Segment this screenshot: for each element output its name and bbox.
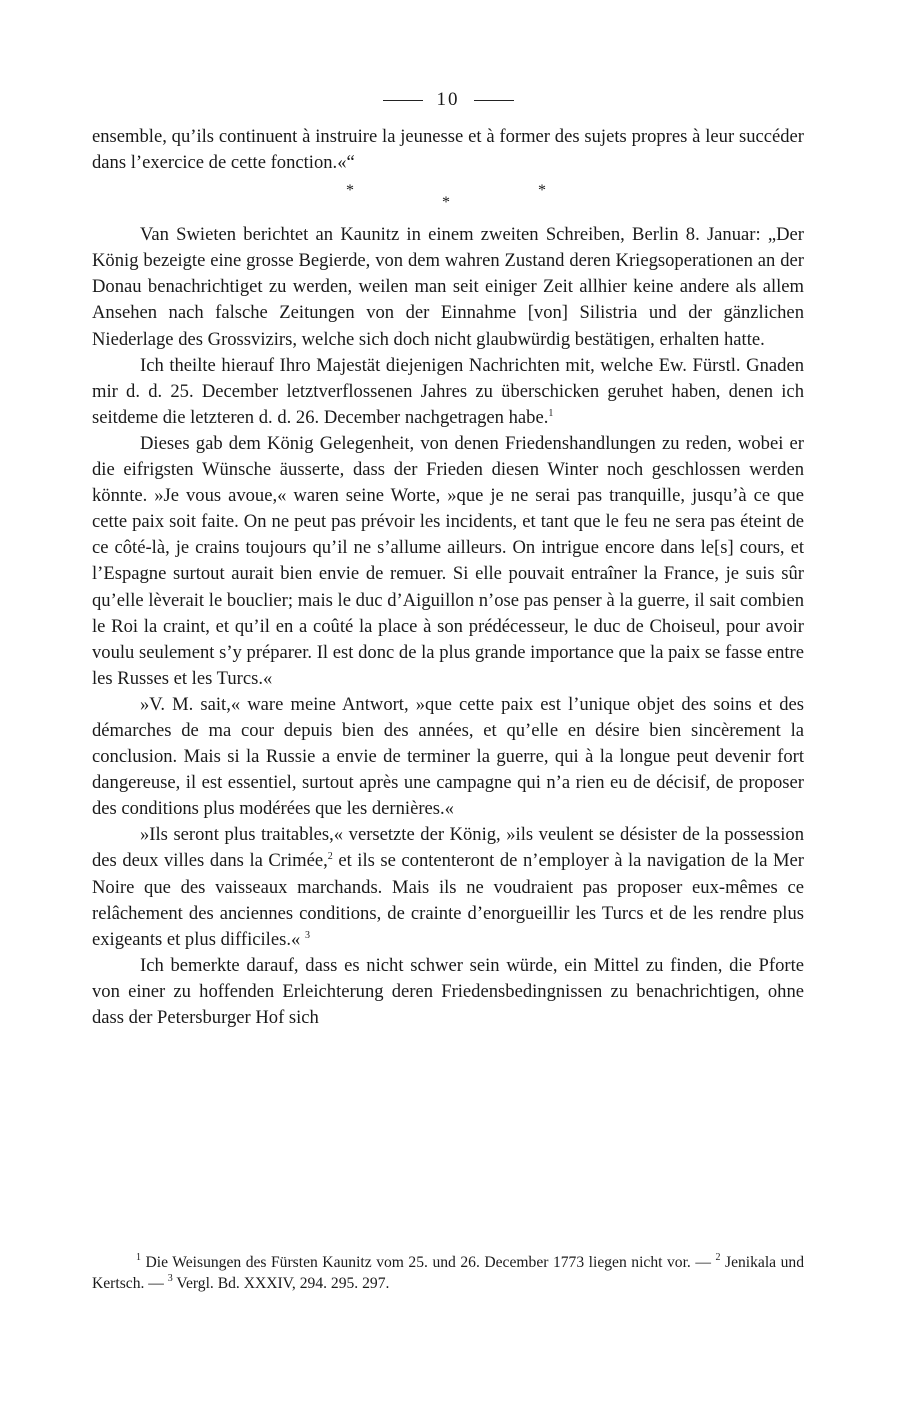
footnote-marker: 2 xyxy=(715,1252,721,1263)
paragraph-text: et ils se contenteront de n’employer à la navigation de la Mer Noire que des vaisseaux marchands. Mais ils ne voudraient pas proposer eux-mêmes ce relâchement des anciennes conditions, de crainte d’enorgueillir les Turcs et de les rendre plus exigeants et plus difficiles.« xyxy=(92,850,804,950)
paragraph-continuation: ensemble, qu’ils continuent à instruire la jeunesse et à former des sujets propres à leur succéder dans l’exercice de cette fonction.«“ xyxy=(92,126,804,174)
page-header xyxy=(92,88,804,112)
paragraph xyxy=(92,353,804,431)
footnote-text: Die Weisungen des Fürsten Kaunitz vom 25. und 26. December 1773 liegen nicht vor. — xyxy=(145,1254,711,1271)
section-separator xyxy=(92,176,804,222)
paragraph: Van Swieten berichtet an Kaunitz in einem zweiten Schreiben, Berlin 8. Januar: „Der König bezeigte eine grosse Begierde, von dem wahren Zustand deren Kriegsoperationen an der Donau benachrichtiget zu werden, weilen man seit einiger Zeit allhier keine andere als allem Ansehen nach falsche Zeitungen von der Einnahme [von] Silistria und der gänzlichen Niederlage des Grossvizirs, welche sich doch nicht glaubwürdig bestätigen, erhalten hatte. xyxy=(92,224,804,350)
footnotes xyxy=(92,1252,804,1294)
header-rule-left xyxy=(383,100,423,101)
footnote-text: Vergl. Bd. XXXIV, 294. 295. 297. xyxy=(176,1275,390,1292)
footnote-ref: 3 xyxy=(304,929,310,941)
footnote-ref: 1 xyxy=(548,407,554,419)
footnote-line xyxy=(92,1252,804,1294)
page-number: 10 xyxy=(436,89,460,110)
separator-star: * xyxy=(346,182,354,200)
paragraph: »V. M. sait,« ware meine Antwort, »que cette paix est l’unique objet des soins et des démarches de ma cour depuis bien des années, et qu’elle en désire bien sincèrement la conclusion. Mais si la Russie a envie de terminer la guerre, qui à la longue peut devenir fort dangereuse, il est essentiel, surtout après une campagne qui n’a rien eu de décisif, de proposer des conditions plus modérées que les dernières.« xyxy=(92,693,804,820)
footnote-marker: 3 xyxy=(167,1273,173,1284)
separator-star: * xyxy=(442,194,450,212)
footnote-text: Jenikala und Kertsch. — xyxy=(92,1254,805,1292)
separator-star: * xyxy=(538,182,546,200)
footnote-ref: 2 xyxy=(327,851,333,863)
paragraph: Ich bemerkte darauf, dass es nicht schwer sein würde, ein Mittel zu finden, die Pforte von einer zu hoffenden Erleichterung deren Friedensbedingnissen zu benachrichtigen, ohne dass der Petersburger Hof sich xyxy=(92,954,804,1028)
paragraph-text: Ich theilte hierauf Ihro Majestät diejenigen Nachrichten mit, welche Ew. Fürstl. Gnaden mir d. d. 25. December letztverflossenen Jahres zu überschicken geruhet haben, denen ich seitdeme die letzteren d. d. 26. December nachgetragen habe. xyxy=(92,354,804,428)
header-rule-right xyxy=(474,100,514,101)
paragraph xyxy=(92,822,804,952)
paragraph: Dieses gab dem König Gelegenheit, von denen Friedenshandlungen zu reden, wobei er die eifrigsten Wünsche äusserte, dass der Frieden diesen Winter noch geschlossen werden könnte. »Je vous avoue,« waren seine Worte, »que je ne serai pas tranquille, jusqu’à ce que cette paix soit faite. On ne peut pas prévoir les incidents, et tant que le feu ne sera pas éteint de ce côté-là, je crains toujours qu’il ne s’allume ailleurs. On intrigue encore dans le[s] cours, et l’Espagne surtout aurait bien envie de remuer. Si elle pouvait entraîner la France, je suis sûr qu’elle lèverait le bouclier; mais le duc d’Aiguillon n’ose pas penser à la guerre, il sait combien le Roi la craint, et qu’il en a coûté la place à son prédécesseur, le duc de Choiseul, pour avoir voulu seulement s’y préparer. Il est donc de la plus grande importance que la paix se fasse entre les Russes et les Turcs.« xyxy=(92,432,804,689)
footnote-marker: 1 xyxy=(136,1252,141,1263)
page-body xyxy=(92,88,804,1031)
paragraph-text: »Ils seront plus traitables,« versetzte der König, »ils veulent se désister de la possession des deux villes dans la Crimée, xyxy=(92,824,804,872)
main-text xyxy=(92,124,804,1031)
